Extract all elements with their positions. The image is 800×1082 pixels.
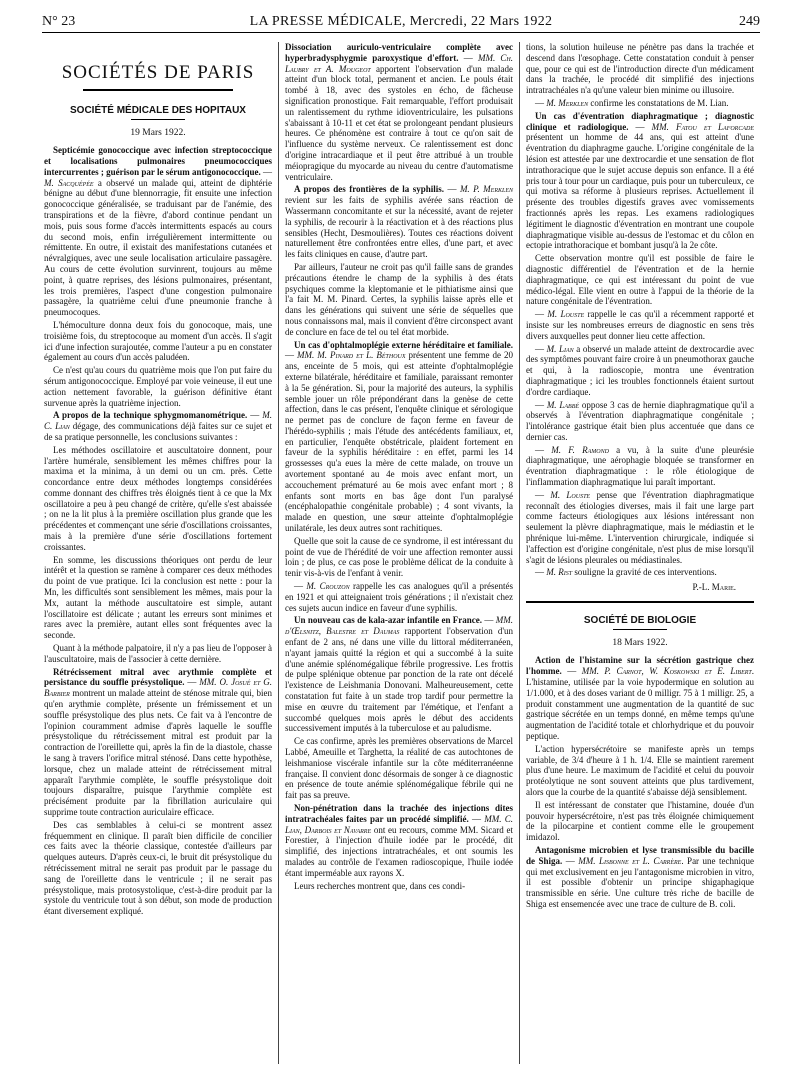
society-title: SOCIÉTÉ MÉDICALE DES HOPITAUX (70, 104, 246, 116)
article-author: M. Labbé (546, 399, 580, 410)
dash: — (444, 184, 460, 195)
article-paragraph (526, 111, 754, 251)
article-paragraph: Ce cas confirme, après les premières observations de Marcel Labbé, Ameuille et Targhetta, la réalité de cas autochtones de leishmaniose viscérale infantile sur la côte méditerranéenne française. Il convient donc désormais de songer à ce diagnostic en présence de toute anémie splénomégalique fébrile qui ne fait pas sa preuve. (285, 736, 513, 801)
dash: — (294, 581, 307, 592)
article-author: M. Crouzon (306, 581, 350, 592)
article-text: . L'histamine, utilisée par la voie hypodermique en solution au 1/1.000, et à des doses variant de 0 milligr. 75 à 1 milligr. 25, a produit constamment une augmentation de la quantité de suc gastrique sécrétée en un temps donné, en même temps qu'une augmentation de l'acidité totale et chlorhydrique et du pouvoir peptique. (526, 666, 755, 742)
society-title: SOCIÉTÉ DE BIOLOGIE (583, 615, 697, 627)
dash: — (260, 166, 273, 177)
report-signature: P.-L. Marie. (692, 582, 736, 593)
dash: — (468, 813, 485, 824)
article-title: Action de l'histamine sur la sécrétion gastrique chez l'homme. (526, 655, 754, 677)
article-text: ont eu recours, comme MM. Sicard et Forestier, à l'injection d'huile iodée par le procédé, dit simplifié, des injections intratrachéales, et ont soumis les malades au contrôle de l'examen radioscopique, l'huile iodée étant imperméable aux rayons X. (285, 824, 513, 878)
article-paragraph: Ce n'est qu'au cours du quatrième mois que l'on put faire du sérum antigonococcique. Employé par voie veineuse, il eut une action nettement favorable, la guérison définitive étant survenue après la quatrième injection. (44, 365, 272, 408)
section-title: SOCIÉTÉS DE PARIS (61, 62, 255, 83)
article-paragraph (526, 98, 754, 109)
article-text: apportent l'observation d'un malade atteint d'un block total, permanent et ancien. Le pouls était tombé à 18, avec des systoles en écho, de fâcheuse signification pronostique. Fait remarquable, l'effort produisait un ralentissement du rythme idioventriculaire, les pulsations s'abaissant à 10-11 et cet état se prolongeant pendant plusieurs heures. Ce phénomène est contraire à tout ce qu'on sait de l'influence du système nerveux. Ce ralentissement est donc d'origine intracardiaque et il peut être attribué à un trouble méiopragique du myocarde au niveau du centre d'automatisme ventriculaire. (285, 63, 513, 182)
article-paragraph: Quant à la méthode palpatoire, il n'y a pas lieu de l'opposer à l'auscultatoire, mais de l'associer à cette dernière. (44, 643, 272, 664)
article-paragraph (44, 667, 272, 818)
article-title: Un cas d'éventration diaphragmatique ; diagnostic clinique et radiologique. (526, 110, 754, 132)
article-paragraph (285, 340, 513, 534)
article-text: a observé un malade qui, atteint de diphtérie bénigne au début d'une blennorragie, fit ensuite une infection gonococcique généralisée, se traduisant par de l'anémie, des transpirations et de la fièvre, d'abord continue pendant un mois, puis sous forme d'accès intermittents espacés au cours du second mois, enfin irrégulièrement intermittente ou rémittente. En outre, il existait des manifestations cutanées et névralgiques, avec une seule localisation articulaire passagère. Au cours de cette évolution survinrent, toujours au même point, à quatre reprises, des lésions pulmonaires, présentant, les trois premières, l'aspect d'une congestion pulmonaire passagère, la quatrième celui d'une pneumonie franche à pneumocoques. (44, 177, 272, 318)
article-text: pense que l'éventration diaphragmatique reconnaît des étiologies diverses, mais il fait une large part comme facteurs étiologiques aux lésions intéressant non seulement la plèvre diaphragmatique, mais le médiastin et le phrénique lui-même. L'intervention chirurgicale, indiquée si l'affection est d'origine congénitale, n'est plus de mise lorsqu'il s'agit de lésions pleurales ou médiastinales. (526, 489, 755, 565)
article-text: rapportent l'observation d'un enfant de 2 ans, né dans une ville du littoral méditerranéen, n'ayant jamais quitté la région et qui a succombé à la suite d'une anémie splénomégalique fébrile progressive. Les frottis de pulpe splénique obtenue par ponction de la rate ont décelé l'existence de Leishmania Donovani. Malheureusement, cette constatation fut faite à un stade trop tardif pour permettre la mise en œuvre du traitement par l'émétique, et l'enfant a succombé quelques mois après le début des accidents successivement imputés à la tuberculose et au paludisme. (285, 626, 513, 734)
article-title: A propos des frontières de la syphilis. (294, 184, 445, 195)
article-paragraph (285, 42, 513, 182)
article-author: MM. P. Carnot, W. Koskowski et E. Libert (581, 666, 752, 677)
article-text: a observé un malade atteint de dextrocardie avec des symptômes pouvant faire croire à un pneumothorax gauche et qui, à la radioscopie, montra une éventration diaphragmatique ; ici les troubles fonctionnels étaient surtout d'ordre cardiaque. (526, 343, 755, 397)
article-paragraph (44, 410, 272, 442)
article-text: . Par une technique qui met exclusivement en jeu l'antagonisme microbien in vitro, il est possible d'obtenir un principe shigaphagique transmissible en série. Une culture très riche de bacille de Shiga est ensemencée avec une trace de culture de B. coli. (526, 855, 755, 909)
dash: — (535, 343, 547, 354)
article-paragraph: Leurs recherches montrent que, dans ces condi- (294, 880, 466, 891)
dash: — (458, 52, 478, 63)
article-author: M. Lian (546, 343, 574, 354)
dash: — (285, 350, 297, 361)
article-text: revient sur les faits de syphilis avérée sans réaction de Wassermann concomitante et sur la nécessité, avant de rejeter la syphilis, de recourir à la réactivation et à des réactions plus sensibles (Hecht, Desmoulières). Toutes ces réactions doivent naturellement être confrontées entre elles, d'une part, et avec les faits cliniques en cause, d'autre part. (285, 195, 513, 260)
dash: — (184, 677, 200, 688)
column-3 (526, 42, 754, 912)
dash: — (535, 444, 552, 455)
column-rule (519, 42, 520, 1064)
dash: — (535, 399, 547, 410)
article-paragraph: Les méthodes oscillatoire et auscultatoire donnent, pour l'artère humérale, sensiblement les mêmes chiffres pour la maxima et la minima, à un demi ou un cm. près. Cette concordance entre deux méthodes longtemps considérées comme donnant des chiffres très éloignés tient à ce que la Mx oscillatoire a peu à peu changé de critère, qu'elle s'est abaissée ; on ne la lit plus à la première oscillation plus grande que les précédentes et commençant une série d'oscillations croissantes, mais à la première d'une série d'oscillations fortement croissantes. (44, 444, 272, 552)
article-author: M. Merklen (546, 97, 589, 108)
society-title-rule (613, 629, 667, 630)
article-paragraph (526, 400, 754, 443)
column-rule (278, 42, 279, 1064)
article-author: M. C. Lian (44, 410, 273, 432)
masthead: LA PRESSE MÉDICALE, Mercredi, 22 Mars 1922 (249, 14, 553, 29)
article-paragraph (285, 184, 513, 260)
article-author: MM. Fatou et Laforcade (651, 121, 754, 132)
section-title-rule (83, 89, 233, 91)
article-text: confirme les constatations de M. Lian. (588, 97, 729, 108)
article-paragraph: Quelle que soit la cause de ce syndrome, il est intéressant du point de vue de l'hérédité de voir une affection remonter aussi loin ; de plus, ce cas pose le problème délicat de la conduite à tenir vis-à-vis de l'enfant à venir. (285, 535, 513, 579)
article-paragraph (44, 145, 272, 318)
article-text: rappelle les cas analogues qu'il a présentés en 1921 et qui atteignaient trois générations ; il n'existait chez ces sujets aucun indice en faveur d'une syphilis. (285, 581, 514, 613)
dash: — (535, 567, 547, 578)
society-title-rule (131, 119, 185, 120)
dash: — (535, 97, 547, 108)
dash: — (561, 666, 582, 677)
society-date: 19 Mars 1922. (130, 127, 186, 138)
article-author: MM. Lisbonne et L. Carrère (578, 855, 682, 866)
section-end-rule (526, 601, 754, 603)
article-author: MM. M. Pinard et L. Béthoux (297, 350, 406, 361)
article-author: M. F. Ramond (551, 444, 609, 455)
article-text: présentent un homme de 44 ans, qui est atteint d'une éventration du diaphragme gauche. L'origine congénitale de la lésion est attestée par une dextrocardie et une sensation de flot intrathoracique que le sujet accuse depuis son enfance. Il a été pris tour à tour pour un cardiaque, puis pour un tuberculeux, ce qui motiva sa réforme à plusieurs reprises. Actuellement il présente des troubles digestifs graves avec vomissements fractionnés après les repas. Les examens radiologiques légitiment le diagnostic d'éventration en montrant une coupole diaphragmatique visible au-dessus de l'estomac et du côlon en ectopie intrathoracique et bombant jusqu'à la 2e côte. (526, 132, 754, 251)
article-author: MM. d'Œlsnitz, Balestre et Daumas (285, 615, 513, 637)
article-paragraph (526, 445, 754, 488)
article-paragraph: Des cas semblables à celui-ci se montrent assez fréquemment en clinique. Il paraît bien difficile de concilier ces faits avec la théorie classique, contestée d'ailleurs par quelques auteurs. D'après ceux-ci, le bruit dit présystolique du rétrécissement mitral ne serait pas produit par le passage du sang de l'oreillette dans le ventricule ; il ne serait pas présystolique, mais protosystolique, c'est-à-dire produit par la systole du ventricule tout à son début, son mode de production étant diversement expliqué. (44, 819, 272, 917)
dash: — (482, 615, 496, 626)
article-author: MM. O. Josué et G. Barbier (44, 677, 272, 699)
article-paragraph: Par ailleurs, l'auteur ne croit pas qu'il faille sans de grandes précautions étendre le champ de la syphilis à des états psychiques comme la kleptomanie et le pithiatisme ainsi que l'a fait M. M. Pinard. Certes, la syphilis laisse après elle et dans les générations qui suivent une série de séquelles que nous connaissons mal, mais il convient d'être circonspect avant de conclure en face de tel ou tel état morbide. (285, 261, 513, 337)
article-text: souligne la gravité de ces interventions. (572, 567, 717, 578)
page-number: 249 (739, 14, 760, 29)
article-paragraph: Il est intéressant de constater que l'histamine, douée d'un pouvoir hypersécrétoire, n'est pas très éloignée chimiquement de la pilocarpine et contient comme elle le groupement imidazol. (526, 799, 754, 843)
article-author: M. Rist (546, 567, 573, 578)
article-author: M. Sacquépée (44, 177, 94, 188)
article-text: a vu, à la suite d'une pleurésie diaphragmatique, une aérophagie bloquée se transformer en éventration diaphragmatique : le rôle étiologique de l'inflammation diaphragmatique lui paraît important. (526, 444, 754, 488)
society-date: 18 Mars 1922. (612, 638, 668, 649)
article-paragraph: L'hémoculture donna deux fois du gonocoque, mais, une troisième fois, du streptocoque au moment d'un accès. Il s'agit ici d'une infection surajoutée, comme l'auteur a pu en constater également au cours d'un accès paludéen. (44, 319, 272, 363)
column-1 (44, 42, 272, 919)
article-author: M. P. Merklen (459, 184, 514, 195)
article-paragraph (285, 581, 513, 613)
article-title: Un nouveau cas de kala-azar infantile en France. (294, 615, 483, 626)
column-2 (285, 42, 513, 893)
article-title: Antagonisme microbien et lyse transmissible du bacille de Shiga. (526, 844, 754, 866)
article-text: présentent une femme de 20 ans, enceinte de 5 mois, qui est atteinte d'ophtalmoplégie externe bilatérale, héréditaire et familiale, paraissant remonter à la 5e génération. Si, pour la majorité des auteurs, la syphilis semble jouer un rôle prépondérant dans la genèse de cette affection, dans le cas présent, l'enquête clinique et sérologique ne permet pas de conclure de façon ferme en faveur de l'hérédo-syphilis ; mais l'étude des antécédents familiaux, et, en particulier, l'enquête obstétricale, plaident fortement en faveur de la syphilis héréditaire : en effet, parmi les 14 grossesses qu'a eues la mère de cette malade, on trouve un avortement spontané au 4e mois avec enfant mort, un accouchement prématuré au 6e mois avec enfant mort ; 8 enfants sont morts en bas âge dont l'un paralysé (encéphalopathie congénitale probable) ; 4 sont vivants, la malade en question, une sœur atteinte d'ophtalmoplégie unilatérale, les deux autres sont rachitiques. (285, 350, 514, 534)
article-title: Septicémie gonococcique avec infection streptococcique et localisations pulmonaires pneumococciques intercurrentes ; guérison par le sérum antigonococcique. (44, 145, 272, 177)
article-paragraph (526, 344, 754, 398)
article-text: rappelle le cas qu'il a récemment rapporté et insiste sur les nombreuses erreurs de diagnostic en sens très divers auxquelles peut donner lieu cette affection. (526, 309, 755, 341)
article-text: oppose 3 cas de hernie diaphragmatique qu'il a observés à l'éventration diaphragmatique congénitale ; l'intolérance gastrique était bien plus accentuée que dans ce dernier cas. (526, 399, 754, 442)
article-author: M. Louste (550, 489, 591, 500)
dash: — (562, 855, 579, 866)
article-author: M. Louste (547, 309, 585, 320)
article-paragraph: L'action hypersécrétoire se manifeste après un temps variable, de 3/4 d'heure à 1 h. 1/4. Elle se maintient rarement plus d'une heure. Le maximum de l'acidité et celui du pouvoir protéolytique ne sont souvent atteints que plus tardivement, alors que la courbe de la quantité s'abaisse déjà sensiblement. (526, 743, 754, 797)
issue-number: N° 23 (42, 14, 76, 29)
page-header (42, 14, 760, 33)
article-paragraph: En somme, les discussions théoriques ont perdu de leur intérêt et la question se ramène à comparer ces deux méthodes du point de vue pratique. Ici la conclusion est nette : pour la Mn, les difficultés sont sensiblement les mêmes, mais pour la Mx, autant la méthode auscultatoire est simple, autant l'oscillatoire est délicate ; autant les erreurs sont minimes et rares avec la première, autant elles sont fréquentes avec la seconde. (44, 554, 272, 641)
article-paragraph (526, 490, 754, 566)
article-paragraph (526, 309, 754, 341)
dash: — (628, 121, 652, 132)
article-text: dégage, des communications déjà faites sur ce sujet et de sa pratique personnelle, les conclusions suivantes : (44, 421, 272, 442)
article-paragraph (285, 803, 513, 879)
article-title: Un cas d'ophtalmoplégie externe héréditaire et familiale. (294, 339, 513, 350)
article-title: Non-pénétration dans la trachée des injections dites intratrachéales faites par un procédé simplifié. (285, 802, 513, 824)
article-paragraph (526, 655, 754, 741)
dash: — (535, 489, 551, 500)
article-title: Rétrécissement mitral avec arythmie complète et persistance du souffle présystolique. (44, 666, 272, 688)
article-paragraph: Cette observation montre qu'il est possible de faire le diagnostic différentiel de l'éventration et de la hernie diaphragmatique, ce qui est intéressant du point de vue médico-légal. Elle vient en outre à l'appui de la théorie de la nature congénitale de l'éventration. (526, 253, 754, 307)
article-author: MM. Ch. Laubry et A. Mougeot (285, 52, 513, 74)
article-paragraph (526, 567, 754, 578)
article-paragraph (285, 615, 513, 734)
article-author: MM. C. Lian, Darbois et Navarre (285, 813, 514, 835)
dash: — (535, 309, 548, 320)
dash: — (247, 410, 263, 421)
article-paragraph (526, 845, 754, 910)
article-text: montrent un malade atteint de sténose mitrale qui, bien qu'en arythmie complète, présente un frémissement et un souffle présystolique des plus nets. Ce fait va à l'encontre de l'opinion couramment admise d'après laquelle le souffle présystolique du rétrécissement mitral est produit par la contraction de l'oreillette qui, après la fin de la diastole, chasse le sang à travers l'orifice mitral sténosé. Dans cette hypothèse, lorsque, chez un malade atteint de rétrécissement mitral apparaît l'arythmie complète, le souffle présystolique doit toujours disparaître, puisque l'arythmie complète est précisément produite par la fibrillation auriculaire qui supprime toute contraction auriculaire efficace. (44, 688, 272, 817)
article-title: A propos de la technique sphygmomanométrique. (53, 410, 248, 421)
article-title: Dissociation auriculo-ventriculaire complète avec hyperbradysphygmie paroxystique d'effort. (285, 42, 513, 63)
article-paragraph: tions, la solution huileuse ne pénètre pas dans la trachée et descend dans l'œsophage. Cette constatation conduit à penser que, pour ce qui est de l'introduction directe d'un médicament dans la trachée, le procédé dit simplifié des injections intratrachéales n'a qu'une valeur bien minime ou illusoire. (526, 42, 754, 96)
